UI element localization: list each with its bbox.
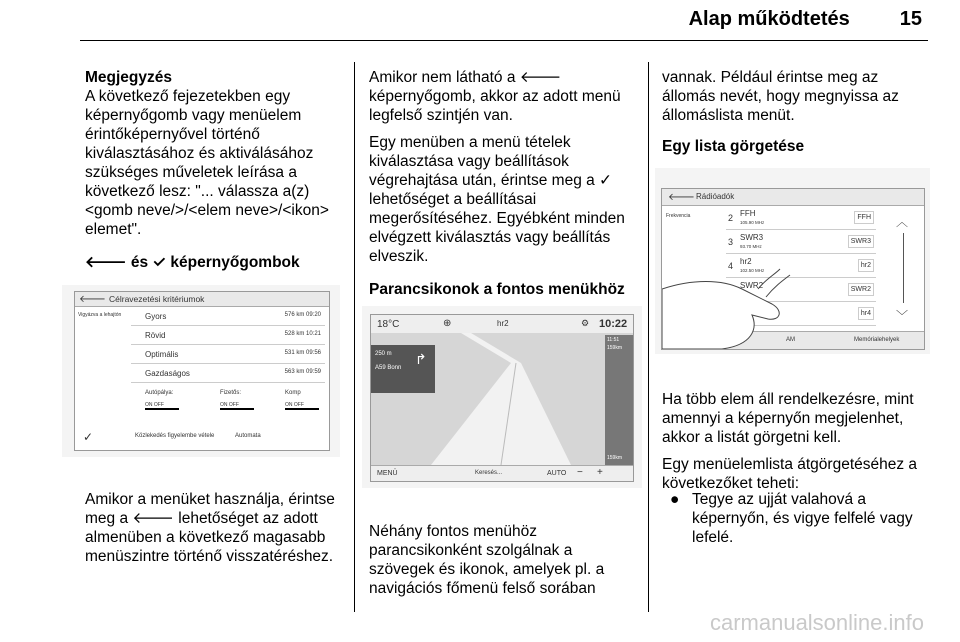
list-item[interactable]: hr4 — [726, 303, 876, 326]
column-1-para: Amikor a menüket használja, érintse meg a 🡐 lehetőséget az adott almenüben a következő magasabb menüszintre történő visszatéréshez. — [85, 491, 335, 565]
list-item[interactable]: 4 hr2 102.50 MHz hr2 — [726, 255, 876, 278]
toggle-autopalya[interactable]: ON OFF — [145, 402, 179, 410]
section-title: Alap működtetés — [688, 8, 850, 30]
column-3-para: Ha több elem áll rendelkezésre, mint amennyi a képernyőn megjelenhet, akkor a listát görgetni kell. Egy menüelemlista átgörgetéséhez a következőket teheti: — [662, 391, 918, 492]
note-line: A következő fejezetekben egy — [85, 88, 291, 105]
section-heading: Parancsikonok a fontos menükhöz — [369, 281, 625, 298]
note-line: szükséges műveletek leírása a — [85, 164, 297, 181]
station-name[interactable]: hr2 — [497, 319, 509, 328]
column-divider — [354, 62, 355, 612]
note-title: Megjegyzés — [85, 69, 173, 86]
side-label: Vigyázva a lehajtón — [78, 312, 122, 318]
note-line: kiválasztásához és aktiválásához — [85, 145, 314, 162]
back-arrow-icon[interactable]: 🡐 — [668, 192, 695, 203]
column-2-para: Néhány fontos menühöz parancsikonként szolgálnak a szövegek és ikonok, amelyek pl. a navigációs főmenü felső sorában — [369, 523, 605, 597]
traffic-value[interactable]: Automata — [235, 433, 261, 439]
list-item[interactable]: 3 SWR3 93.70 MHz SWR3 — [726, 231, 876, 254]
navigation-screen — [370, 314, 634, 482]
column-1 — [85, 68, 347, 272]
menu-button[interactable]: MENÜ — [377, 470, 398, 477]
screenshot-navigation — [362, 306, 642, 488]
gear-icon[interactable]: ⚙ — [581, 318, 590, 328]
option-label: Fizetős: — [220, 390, 242, 396]
am-button[interactable]: AM — [786, 337, 795, 343]
scrollbar[interactable] — [903, 233, 904, 303]
list-item[interactable]: 2 FFH 105.90 MHz FFH — [726, 207, 876, 230]
back-arrow-icon: 🡐 — [79, 294, 106, 305]
zoom-out-icon[interactable]: − — [577, 467, 583, 478]
toggle-fizetos[interactable]: ON OFF — [220, 402, 254, 410]
memory-button[interactable]: Memórialehelyek — [854, 337, 900, 343]
note-line: <gomb neve/>/<elem neve>/<ikon> — [85, 202, 329, 219]
note-line: képernyőgomb vagy menüelem — [85, 107, 302, 124]
list-item[interactable]: Optimális 531 km 09:56 — [131, 346, 325, 364]
section-heading: 🡐 és ✓ képernyőgombok — [85, 254, 300, 271]
search-button[interactable]: Keresés... — [475, 470, 503, 476]
turn-info-panel: 250 m A59 Bonn ↱ — [371, 345, 435, 393]
list-item[interactable]: SWR2 SWR2 — [726, 279, 876, 302]
note-line: következő lesz: "... válassza a(z) — [85, 183, 310, 200]
note-line: érintőképernyővel történő — [85, 126, 260, 143]
chevron-up-icon[interactable]: ︿ — [896, 215, 909, 229]
page-header — [689, 8, 922, 31]
frequency-label[interactable]: Frekvencia — [666, 213, 691, 219]
chevron-down-icon[interactable]: ﹀ — [896, 309, 909, 323]
column-2: Amikor nem látható a 🡐 képernyőgomb, akkor az adott menü legfelső szintjén van. Egy menüben a menü tételek kiválasztása vagy beállítások végrehajtása után, érintse meg a ✓ lehetőséget a beállításai megerősítéséhez. Egyébként minden elvégzett kiválasztás vagy beállítás elveszik. Parancsikonok a fontos menükhöz — [369, 68, 641, 299]
option-label: Autópálya: — [145, 390, 174, 396]
bullet-dot: ● — [670, 491, 680, 508]
list-item[interactable]: Rövid 528 km 10:21 — [131, 327, 325, 345]
screen-title-bar — [75, 292, 329, 307]
screenshot-route-criteria — [62, 285, 340, 457]
section-heading: Egy lista görgetése — [662, 138, 805, 155]
page-number: 15 — [899, 8, 922, 30]
nav-top-bar: 18°C ⊕ hr2 ⚙ 10:22 — [371, 315, 633, 334]
option-label: Komp — [285, 390, 301, 396]
zoom-in-icon[interactable]: + — [597, 467, 603, 478]
toggle-komp[interactable]: ON OFF — [285, 402, 319, 410]
watermark: carmanualsonline.info — [709, 610, 924, 635]
screenshot-radio-list — [655, 168, 930, 354]
bullet-text: Tegye az ujját valahová a képernyőn, és vigye felfelé vagy lefelé. — [692, 491, 913, 546]
column-divider — [648, 62, 649, 612]
radio-list-screen — [661, 188, 925, 350]
list-item[interactable]: Gazdaságos 563 km 09:59 — [131, 365, 325, 383]
turn-right-icon: ↱ — [415, 351, 427, 367]
checkmark-icon[interactable]: ✓ — [83, 430, 94, 444]
clock: 10:22 — [599, 318, 628, 330]
zoom-auto[interactable]: AUTO — [547, 470, 567, 477]
nav-bottom-bar — [371, 465, 633, 482]
traffic-label: Közlekedés figyelembe vétele — [135, 433, 215, 439]
screen-title-bar: 🡐 Rádióadók — [662, 189, 924, 206]
location-icon[interactable]: ⊕ — [443, 318, 452, 329]
route-progress: 11:51 159km 159km — [605, 335, 633, 465]
note-line: elemet". — [85, 221, 142, 238]
finger-drawing — [662, 249, 812, 349]
header-rule — [80, 40, 928, 41]
route-criteria-screen — [74, 291, 330, 451]
screen-title: Célravezetési kritériumok — [109, 294, 205, 304]
column-3: vannak. Például érintse meg az állomás nevét, hogy megnyissa az állomáslista menüt. Egy lista görgetése — [662, 68, 932, 156]
list-item[interactable]: Gyors 576 km 09:20 — [131, 308, 325, 326]
